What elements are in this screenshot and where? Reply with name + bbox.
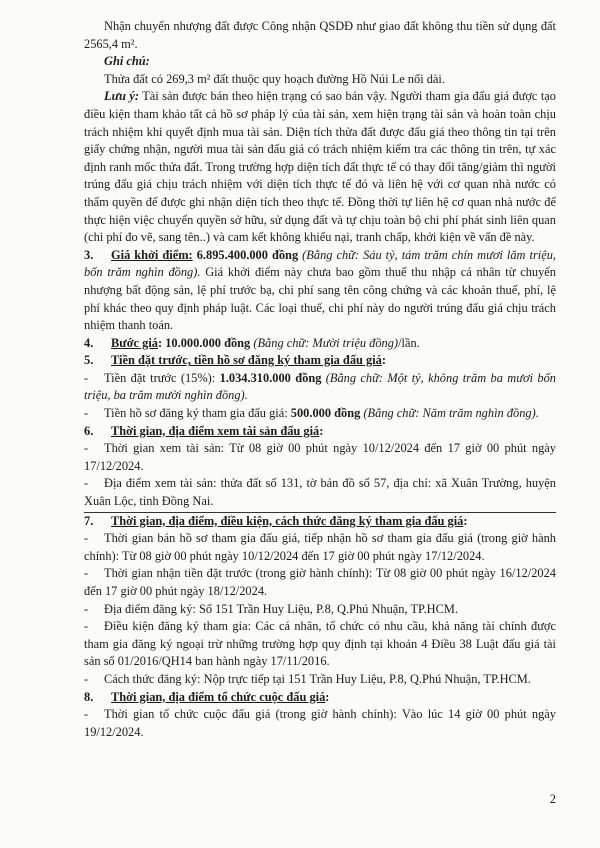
dash-marker: - bbox=[84, 406, 89, 421]
section-8-heading bbox=[84, 689, 556, 707]
section-8-item-auction-time bbox=[84, 706, 556, 741]
section-8-number: 8. bbox=[84, 689, 94, 704]
section-5-heading bbox=[84, 352, 556, 370]
section-6-item-viewing-time bbox=[84, 440, 556, 475]
fee-amount: 500.000 đồng bbox=[290, 406, 361, 421]
page-number: 2 bbox=[549, 792, 556, 806]
section-4-amount-words: (Bằng chữ: Mười triệu đồng) bbox=[250, 335, 399, 350]
note-text: Thửa đất có 269,3 m² đất thuộc quy hoạch đường Hồ Núi Le nối dài. bbox=[104, 71, 445, 86]
section-3-label: Giá khởi điểm: bbox=[111, 247, 193, 262]
dash-marker: - bbox=[84, 601, 89, 616]
section-4-amount: : 10.000.000 đồng bbox=[158, 335, 251, 350]
caution-paragraph bbox=[84, 88, 556, 246]
fee-amount-words: (Bằng chữ: Năm trăm nghìn đồng). bbox=[360, 406, 539, 421]
method-text: Cách thức đăng ký: Nộp trực tiếp tại 151 Trần Huy Liệu, P.8, Q.Phú Nhuận, TP.HCM. bbox=[104, 671, 531, 686]
section-6-item-viewing-location bbox=[84, 475, 556, 510]
section-4-price-step bbox=[84, 335, 556, 353]
section-6-number: 6. bbox=[84, 423, 94, 438]
section-7-number: 7. bbox=[84, 513, 94, 528]
dash-marker: - bbox=[84, 707, 89, 722]
section-8-title: Thời gian, địa điểm tổ chức cuộc đấu giá bbox=[111, 689, 326, 704]
note-label: Ghi chú: bbox=[104, 54, 150, 69]
deposit-label: Tiền đặt trước (15%): bbox=[104, 370, 220, 385]
deposit-amount-words: (Bằng chữ: Một tỷ, không trăm ba mươi bốn triệu, ba trăm mười nghìn đồng). bbox=[84, 370, 556, 403]
auction-time-text: Thời gian tổ chức cuộc đấu giá (trong giờ hành chính): Vào lúc 14 giờ 00 phút ngày 19/12/2024. bbox=[84, 707, 556, 739]
section-5-fee bbox=[84, 405, 556, 423]
section-6-heading bbox=[84, 423, 556, 441]
note-heading bbox=[84, 53, 556, 71]
section-7-item-method bbox=[84, 671, 556, 689]
section-3-text: Giá khởi điểm này chưa bao gồm thuế thu nhập cá nhân từ chuyển nhượng bất động sản, lệ phí trước bạ, chi phí sang tên công chứng và các khoản thuế, phí, lệ phí khác theo quy định pháp luật. Các loại thuế, chi phí này do người trúng đấu giá chịu trách nhiệm thanh toán. bbox=[84, 265, 556, 333]
section-7-title: Thời gian, địa điểm, điều kiện, cách thức đăng ký tham gia đấu giá bbox=[111, 513, 464, 528]
dash-marker: - bbox=[84, 619, 89, 634]
dash-marker: - bbox=[84, 566, 89, 581]
section-3-amount: 6.895.400.000 đồng bbox=[192, 247, 299, 262]
document-page bbox=[84, 18, 556, 741]
deposit-time-text: Thời gian nhận tiền đặt trước (trong giờ hành chính): Từ 08 giờ 00 phút ngày 16/12/2024 đến 17 giờ 00 phút ngày 18/12/2024. bbox=[84, 566, 556, 598]
fee-label: Tiền hồ sơ đăng ký tham gia đấu giá: bbox=[104, 406, 291, 421]
section-3-number: 3. bbox=[84, 247, 94, 262]
dash-marker: - bbox=[84, 531, 89, 546]
section-6-colon: : bbox=[319, 423, 324, 438]
section-5-deposit bbox=[84, 370, 556, 405]
section-4-suffix: /lần. bbox=[398, 335, 420, 350]
section-7-item-dossier-time bbox=[84, 530, 556, 565]
conditions-text: Điều kiện đăng ký tham gia: Các cá nhân, tổ chức có nhu cầu, khả năng tài chính được tham gia đăng ký ngoại trừ những trường hợp quy định tại khoản 4 Điều 38 Luật đấu giá tài sản số 01/2016/QH14 ban hành ngày 17/11/2016. bbox=[84, 619, 556, 669]
dossier-time-text: Thời gian bán hồ sơ tham gia đấu giá, tiếp nhận hồ sơ tham gia đấu giá (trong giờ hành chính): Từ 08 giờ 00 phút ngày 10/12/2024 đến 17 giờ 00 phút ngày 17/12/2024. bbox=[84, 531, 556, 563]
section-7-item-conditions bbox=[84, 618, 556, 671]
viewing-time-text: Thời gian xem tài sản: Từ 08 giờ 00 phút ngày 10/12/2024 đến 17 giờ 00 phút ngày 17/12/2024. bbox=[84, 441, 556, 473]
section-7-heading bbox=[84, 513, 556, 531]
section-8-colon: : bbox=[325, 689, 330, 704]
section-3-amount-words: (Bằng chữ: Sáu tỷ, tám trăm chín mươi lăm triệu, bốn trăm nghìn đồng). bbox=[84, 247, 556, 280]
dash-marker: - bbox=[84, 370, 89, 385]
section-6-title: Thời gian, địa điểm xem tài sản đấu giá bbox=[111, 423, 320, 438]
intro-transfer-paragraph: Nhận chuyển nhượng đất được Công nhận QSDĐ như giao đất không thu tiền sử dụng đất 2565,4 m². bbox=[84, 19, 556, 51]
section-7-item-registration-location bbox=[84, 601, 556, 619]
deposit-amount: 1.034.310.000 đồng bbox=[219, 370, 322, 385]
section-3-starting-price bbox=[84, 247, 556, 335]
section-7-colon: : bbox=[463, 513, 468, 528]
section-5-colon: : bbox=[381, 353, 386, 368]
section-4-label: Bước giá bbox=[111, 335, 158, 350]
dash-marker: - bbox=[84, 476, 89, 491]
section-4-number: 4. bbox=[84, 335, 94, 350]
dash-marker: - bbox=[84, 671, 89, 686]
caution-label: Lưu ý: bbox=[104, 89, 139, 104]
dash-marker: - bbox=[84, 441, 89, 456]
caution-text: Tài sản được bán theo hiện trạng có sao bán vậy. Người tham gia đấu giá được tạo điều kiện tham khảo tất cả hồ sơ pháp lý của tài sản, xem hiện trạng tài sản và hoàn toàn chịu trách nhiệm khi quyết định mua tài sản. Diện tích thửa đất được đấu giá theo thông tin tại trên giấy chứng nhận, người mua tài sản đấu giá có trách nhiệm kiểm tra các thông tin trên, tự xác định ranh mốc thửa đất. Trong trường hợp diện tích đất thực tế có thay đổi tăng/giảm thì người trúng đấu giá chịu trách nhiệm với diện tích thực tế đó và liên hệ với cơ quan nhà nước có thẩm quyền để được ghi nhận diện tích theo thực tế. Đồng thời tự liên hệ cơ quan nhà nước để thực hiện việc chuyển quyền sở hữu, sử dụng đất và tự chịu toàn bộ chi phí phát sinh liên quan (chi phí đo vẽ, sang tên..) và cam kết không khiếu nại, tranh chấp, khởi kiện về vấn đề này. bbox=[84, 89, 557, 245]
section-7-item-deposit-time bbox=[84, 565, 556, 600]
section-5-number: 5. bbox=[84, 353, 94, 368]
section-5-title: Tiền đặt trước, tiền hồ sơ đăng ký tham gia đấu giá bbox=[111, 353, 382, 368]
viewing-location-text: Địa điểm xem tài sản: thửa đất số 131, tờ bản đồ số 57, địa chỉ: xã Xuân Trường, huyện Xuân Lộc, tỉnh Đồng Nai. bbox=[84, 476, 556, 509]
registration-location-text: Địa điểm đăng ký: Số 151 Trần Huy Liệu, P.8, Q.Phú Nhuận, TP.HCM. bbox=[104, 601, 458, 616]
